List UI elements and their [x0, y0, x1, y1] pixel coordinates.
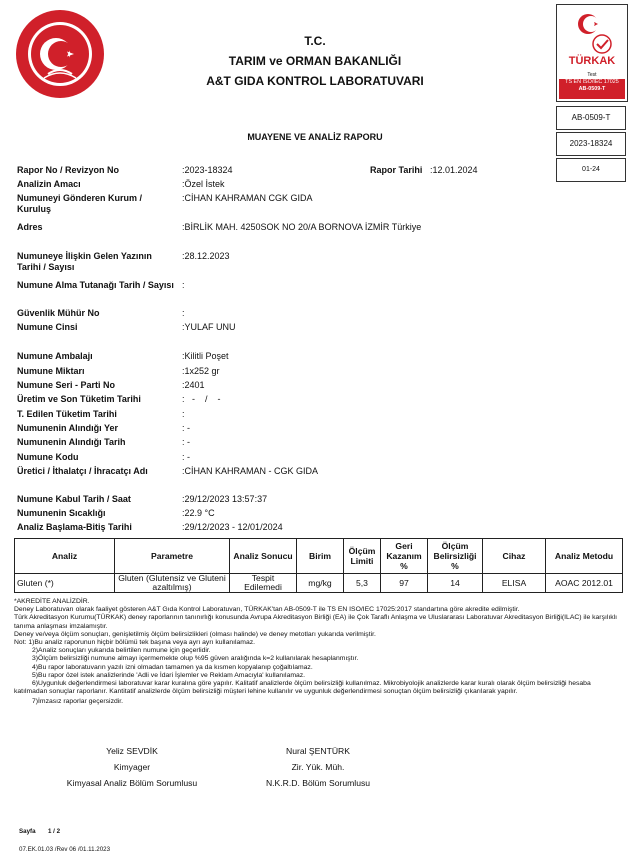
- ministry-seal-logo: [14, 8, 106, 100]
- note-line: 6)Uygunluk değerlendirmesi laboratuvar karar kuralına göre yapılır. Kalitatif analizlerde ölçüm belirsizliği kullanılmaz. Mikrobiyolojik analizlerde karar kuralı olarak ölçüm belirsizliği hesaba katılmadan sonuçlar raporlanır. Kantitatif analizlerde ölçüm belirsizliği müşteri lehine kullanılır ve uygunluk değerlendirmesi sonuçtan ölçüm belirsizliği çıkarılarak yapılır.: [14, 680, 591, 696]
- header-analiz-sonucu: Analiz Sonucu: [230, 539, 297, 574]
- report-title: MUAYENE VE ANALİZ RAPORU: [247, 132, 383, 142]
- turkak-test-label: Test: [587, 72, 597, 78]
- signature-block-right: [238, 743, 398, 791]
- field-label: Numuneyi Gönderen Kurum / Kuruluş: [17, 193, 143, 214]
- field-value: :2023-18324: [182, 165, 233, 175]
- note-line: 7)İmzasız raporlar geçersizdir.: [32, 698, 124, 706]
- field-value: :CİHAN KAHRAMAN CGK GIDA: [182, 193, 313, 203]
- field-label: Analizin Amacı: [17, 179, 81, 189]
- form-code: 07.EK.01.03 /Rev 06 /01.11.2023: [19, 846, 111, 853]
- report-date-label: Rapor Tarihi: [370, 165, 423, 175]
- header-analiz: Analiz: [15, 539, 115, 574]
- field-label: Numune Alma Tutanağı Tarih / Sayısı: [17, 280, 174, 290]
- note-line: 3)Ölçüm belirsizliği numune almayı içermemekte olup %95 güven aralığında k=2 kullanılarak hesaplanmıştır.: [32, 655, 359, 663]
- cell-birim: mg/kg: [297, 574, 344, 593]
- note-line: Not: 1)Bu analiz raporunun hiçbir bölümü tek başına veya ayrı ayrı kullanılamaz.: [14, 639, 256, 647]
- table-row: [15, 574, 623, 593]
- note-line: Türk Akreditasyon Kurumu(TÜRKAK) deney raporlarının tanınırlığı konusunda Avrupa Akreditasyon Birliği (EA) ile Çok Taraflı Anlaşma ve Uluslararası Laboratuvar Akreditasyon Birliği(ILAC) ile karşılıklı tanıma anlaşması imzalamıştır.: [14, 614, 618, 630]
- report-date-value: :12.01.2024: [430, 165, 478, 175]
- field-label: Numunenin Sıcaklığı: [17, 508, 106, 518]
- turkak-accreditation-mark: [556, 4, 628, 102]
- cell-analiz-sonucu: Tespit Edilemedi: [230, 574, 297, 593]
- signer-name: Nural ŞENTÜRK: [286, 746, 350, 756]
- note-accredited: *AKREDİTE ANALİZDİR.: [14, 598, 90, 605]
- field-label: Numune Ambalajı: [17, 351, 93, 361]
- field-value: :29/12/2023 13:57:37: [182, 494, 268, 504]
- header-olcum-limiti: Ölçüm Limiti: [344, 539, 381, 574]
- header-line-tc: T.C.: [304, 34, 326, 48]
- header-laboratory: A&T GIDA KONTROL LABORATUVARI: [206, 74, 424, 88]
- signer-role: N.K.R.D. Bölüm Sorumlusu: [265, 778, 371, 788]
- field-value: :: [182, 280, 185, 290]
- field-label: Numune Seri - Parti No: [17, 380, 116, 390]
- signer-title: Zir. Yük. Müh.: [291, 762, 345, 772]
- field-label: Güvenlik Mühür No: [17, 308, 100, 318]
- field-label: Analiz Başlama-Bitiş Tarihi: [17, 522, 132, 532]
- turkak-brand: TÜRKAK: [568, 55, 616, 67]
- page-number: 1 / 2: [48, 828, 61, 835]
- field-label: Numuneye İlişkin Gelen Yazının Tarihi / Sayısı: [17, 251, 152, 272]
- field-label: Numune Cinsi: [17, 322, 78, 332]
- note-line: 4)Bu rapor laboratuvarın yazılı izni olmadan tamamen ya da kısmen kopyalanıp çoğaltılamaz.: [32, 663, 313, 671]
- field-value: :22.9 °C: [182, 508, 215, 518]
- field-label: Numune Kodu: [17, 452, 79, 462]
- turkak-standard-bar: [559, 79, 625, 99]
- cell-geri-kazanim: 97: [381, 574, 428, 593]
- note-line: Deney ve/veya ölçüm sonuçları, genişletilmiş ölçüm belirsizlikleri (olması halinde) ve deney metotları yukarıda verilmiştir.: [14, 630, 376, 638]
- table-header-row: [15, 539, 623, 574]
- signer-role: Kimyasal Analiz Bölüm Sorumlusu: [66, 778, 198, 788]
- report-notes: [14, 598, 620, 707]
- field-label: Üretici / İthalatçı / İhracatçı Adı: [17, 466, 148, 476]
- field-label: T. Edilen Tüketim Tarihi: [17, 409, 117, 419]
- field-value: : -: [182, 437, 190, 447]
- page-label: Sayfa: [19, 828, 36, 835]
- note-line: 2)Analiz sonuçları yukarıda belirtilen numune için geçerlidir.: [32, 647, 211, 655]
- header-parametre: Parametre: [115, 539, 230, 574]
- report-id-boxes: [556, 106, 626, 184]
- signer-name: Yeliz SEVDİK: [106, 746, 158, 756]
- field-value: : - / -: [182, 394, 221, 404]
- field-value: :2401: [182, 380, 205, 390]
- header-analiz-metodu: Analiz Metodu: [546, 539, 623, 574]
- field-label: Adres: [17, 222, 43, 232]
- field-value: :: [182, 308, 185, 318]
- field-value: :CİHAN KAHRAMAN - CGK GIDA: [182, 466, 319, 476]
- cell-analiz: Gluten (*): [15, 574, 115, 593]
- header-ministry: TARIM ve ORMAN BAKANLIĞI: [228, 54, 402, 68]
- field-value: : -: [182, 452, 190, 462]
- turkak-code: AB-0509-T: [578, 85, 606, 92]
- field-value: :29/12/2023 - 12/01/2024: [182, 522, 283, 532]
- field-value: :: [182, 409, 185, 419]
- signer-title: Kimyager: [113, 762, 151, 772]
- field-value: :1x252 gr: [182, 366, 220, 376]
- note-line: Deney Laboratuvarı olarak faaliyet gösteren A&T Gıda Kontrol Laboratuvarı, TÜRKAK'tan AB-0509-T ile TS EN ISO/IEC 17025:2017 standartına göre akredite edilmiştir.: [14, 606, 520, 614]
- cell-parametre: Gluten (Glutensiz ve Gluteni azaltılmış): [115, 574, 230, 593]
- field-label: Rapor No / Revizyon No: [17, 165, 120, 175]
- field-value: :Kilitli Poşet: [182, 351, 229, 361]
- accreditation-number-box: AB-0509-T: [556, 106, 626, 130]
- cell-olcum-belirsizligi: 14: [428, 574, 483, 593]
- field-value: :28.12.2023: [182, 251, 230, 261]
- header-birim: Birim: [297, 539, 344, 574]
- field-value: : -: [182, 423, 190, 433]
- header-olcum-belirsizligi: Ölçüm Belirsizliği %: [428, 539, 483, 574]
- note-line: 5)Bu rapor özel istek analizlerinde 'Adli ve İdari İşlemler ve Reklam Amacıyla' kullanılamaz.: [32, 671, 306, 679]
- field-label: Numunenin Alındığı Tarih: [17, 437, 126, 447]
- cell-olcum-limiti: 5,3: [344, 574, 381, 593]
- field-value: :YULAF UNU: [182, 322, 236, 332]
- turkak-standard: TS EN ISO/IEC 17025: [565, 79, 619, 85]
- results-table: [14, 538, 623, 593]
- report-number-box: 2023-18324: [556, 132, 626, 156]
- field-value: :Özel İstek: [182, 179, 225, 189]
- field-label: Üretim ve Son Tüketim Tarihi: [17, 394, 141, 404]
- signature-block-left: [52, 743, 212, 791]
- header-cihaz: Cihaz: [483, 539, 546, 574]
- field-label: Numune Kabul Tarih / Saat: [17, 494, 131, 504]
- cell-analiz-metodu: AOAC 2012.01: [546, 574, 623, 593]
- cell-cihaz: ELISA: [483, 574, 546, 593]
- field-value: :BİRLİK MAH. 4250SOK NO 20/A BORNOVA İZMİR Türkiye: [182, 222, 422, 232]
- period-box: 01-24: [556, 158, 626, 182]
- field-label: Numunenin Alındığı Yer: [17, 423, 119, 433]
- field-label: Numune Miktarı: [17, 366, 85, 376]
- header-geri-kazanim: Geri Kazanım %: [381, 539, 428, 574]
